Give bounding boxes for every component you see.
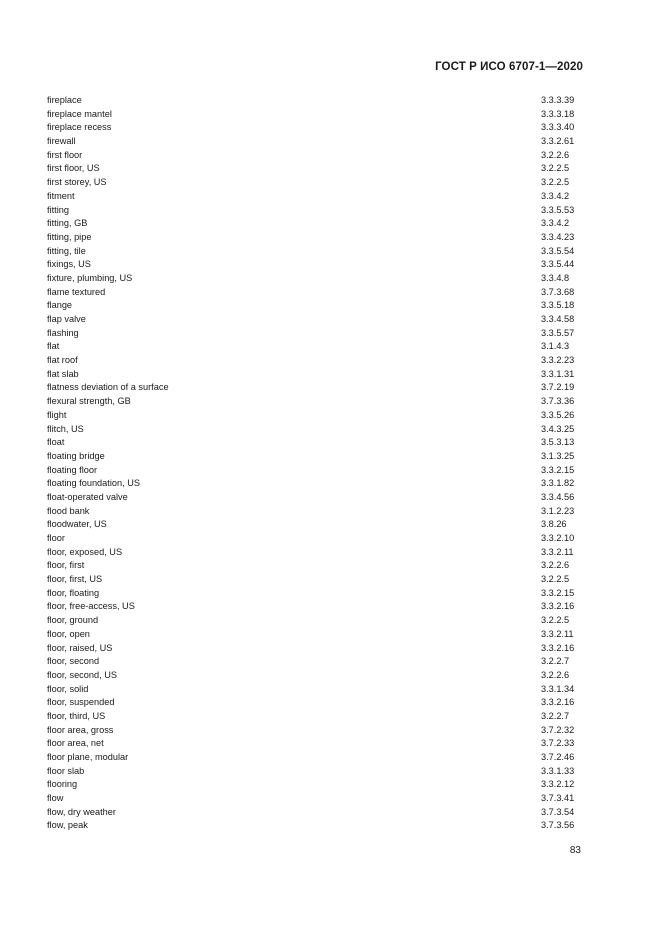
index-term: floor, second [47,656,100,667]
index-reference-number: 3.2.2.6 [541,560,570,571]
index-term: flow, dry weather [47,806,116,817]
index-term: flat roof [47,355,78,366]
index-entry [47,450,578,464]
index-entry [47,614,578,628]
index-reference-number: 3.3.2.11 [541,628,574,639]
index-reference-number: 3.3.5.54 [541,245,575,256]
index-reference-number: 3.2.2.7 [541,656,570,667]
index-term: floor, solid [47,683,89,694]
index-reference-number: 3.1.4.3 [541,341,570,352]
index-term: flitch, US [47,423,84,434]
index-term: fireplace recess [47,122,112,133]
index-term: first storey, US [47,177,107,188]
index-reference-number: 3.3.2.16 [541,642,575,653]
index-term: flight [47,409,67,420]
index-term: floor, raised, US [47,642,113,653]
index-entry [47,559,578,573]
index-term: floor area, gross [47,724,114,735]
index-term: fitting, pipe [47,231,92,242]
index-term: floor, first, US [47,574,103,585]
index-reference-number: 3.7.2.46 [541,752,575,762]
index-entry [47,628,578,642]
index-term: floor area, net [47,738,104,749]
index-term: flexural strength, GB [47,396,131,407]
index-reference-number: 3.3.1.33 [541,765,575,776]
index-entry [47,217,578,231]
index-reference-number: 3.4.3.25 [541,423,575,434]
index-term: floor, ground [47,615,99,626]
index-entry [47,327,578,341]
index-reference-number: 3.3.1.31 [541,368,575,379]
index-term: fixings, US [47,259,91,270]
index-term: floor, open [47,628,90,639]
index-reference-number: 3.2.2.6 [541,149,570,160]
index-reference-number: 3.3.3.18 [541,108,575,119]
index-entry [47,710,578,724]
index-entry [47,806,578,820]
index-reference-number: 3.7.3.41 [541,793,575,804]
index-term: floor, first [47,560,85,571]
index-reference-number: 3.5.3.13 [541,437,575,448]
index-entry [47,587,578,601]
index-term: flood bank [47,505,90,516]
index-entry [47,765,578,779]
index-entry [47,724,578,738]
index-term: flange [47,300,73,311]
index-reference-number: 3.1.2.23 [541,505,575,516]
index-entry [47,381,578,395]
index-term: flat slab [47,368,79,379]
index-term: floor, exposed, US [47,546,123,557]
index-entry [47,696,578,710]
index-term: flatness deviation of a surface [47,382,169,393]
index-reference-number: 3.2.2.5 [541,615,570,626]
index-reference-number: 3.1.3.25 [541,450,575,461]
index-reference-number: 3.7.2.32 [541,724,575,735]
index-term: floor, third, US [47,710,106,721]
index-reference-number: 3.3.1.34 [541,683,575,694]
index-entry [47,505,578,519]
index-entry [47,423,578,437]
index-term: firewall [47,136,76,147]
index-reference-number: 3.2.2.5 [541,574,570,585]
index-reference-number: 3.3.5.57 [541,327,575,338]
index-entry [47,204,578,218]
index-term: flat [47,341,60,352]
index-term: flow, peak [47,820,88,831]
index-entry [47,600,578,614]
index-entry [47,354,578,368]
index-term: floor, second, US [47,669,117,680]
index-entry [47,121,578,135]
index-entry [47,518,578,532]
index-reference-number: 3.7.3.56 [541,820,575,831]
index-reference-number: 3.3.2.23 [541,355,575,366]
index-reference-number: 3.3.4.2 [541,190,570,201]
page-number: 83 [569,845,581,856]
index-reference-number: 3.3.2.12 [541,779,575,790]
index-term: fireplace [47,95,82,105]
index-term: float-operated valve [47,491,128,502]
index-entry [47,778,578,792]
index-reference-number: 3.2.2.5 [541,163,570,174]
index-entry [47,409,578,423]
index-entry [47,669,578,683]
index-reference-number: 3.3.2.10 [541,533,575,543]
index-entry [47,299,578,313]
index-term: floating bridge [47,450,105,461]
index-term: flow [47,793,64,804]
index-term: floating foundation, US [47,478,140,489]
index-term: fitment [47,190,75,201]
index-term: fitting, tile [47,245,86,256]
index-entry [47,286,578,300]
index-reference-number: 3.3.2.11 [541,546,574,557]
index-reference-number: 3.7.3.68 [541,286,575,297]
index-term: floor, free-access, US [47,601,135,612]
index-entry [47,108,578,122]
index-entry [47,792,578,806]
index-term: floor, suspended [47,697,115,708]
index-reference-number: 3.7.3.54 [541,806,575,817]
index-entry [47,655,578,669]
index-term: flame textured [47,286,106,297]
index-reference-number: 3.3.3.40 [541,122,575,133]
index-term: fixture, plumbing, US [47,272,133,283]
index-term: fitting, GB [47,218,88,229]
index-entry [47,245,578,259]
index-term: floating floor [47,464,98,475]
index-entry [47,176,578,190]
index-entry [47,368,578,382]
index-entry [47,313,578,327]
index-reference-number: 3.3.1.82 [541,478,575,489]
index-term: floor slab [47,765,85,776]
index-reference-number: 3.3.5.18 [541,300,575,311]
index-entry [47,737,578,751]
index-term: fireplace mantel [47,108,112,119]
index-entry [47,94,578,108]
index-entry [47,573,578,587]
index-entry [47,231,578,245]
index-entry [47,477,578,491]
index-term: first floor [47,149,83,160]
index-reference-number: 3.3.2.15 [541,587,575,598]
index-reference-number: 3.3.5.53 [541,204,575,215]
index-reference-number: 3.7.2.19 [541,382,575,393]
index-reference-number: 3.3.5.26 [541,409,575,420]
index-entry [47,819,578,833]
index-term: fitting [47,204,69,215]
index-reference-number: 3.7.2.33 [541,738,575,749]
document-header-title: ГОСТ Р ИСО 6707-1—2020 [435,61,583,73]
index-entry [47,751,578,765]
index-term: flap valve [47,314,86,324]
index-entry [47,272,578,286]
index-term: first floor, US [47,163,100,174]
index-entry [47,258,578,272]
index-entry [47,532,578,546]
index-entry [47,395,578,409]
index-term: floor, floating [47,587,100,598]
index-term: floor plane, modular [47,752,129,762]
index-reference-number: 3.3.2.61 [541,136,575,147]
index-entry [47,546,578,560]
index-entry [47,149,578,163]
index-entry [47,491,578,505]
index-list [47,94,578,833]
index-entry [47,340,578,354]
index-reference-number: 3.8.26 [541,519,567,530]
index-reference-number: 3.3.2.16 [541,601,575,612]
index-entry [47,190,578,204]
index-reference-number: 3.3.5.44 [541,259,575,270]
index-term: float [47,437,65,448]
index-reference-number: 3.3.4.8 [541,272,570,283]
index-entry [47,162,578,176]
index-term: flashing [47,327,79,338]
index-reference-number: 3.2.2.5 [541,177,570,188]
index-reference-number: 3.3.4.56 [541,491,575,502]
index-reference-number: 3.7.3.36 [541,396,575,407]
index-reference-number: 3.2.2.6 [541,669,570,680]
index-entry [47,642,578,656]
index-reference-number: 3.3.2.15 [541,464,575,475]
index-reference-number: 3.3.4.58 [541,314,575,324]
index-reference-number: 3.3.3.39 [541,95,575,105]
index-term: floodwater, US [47,519,107,530]
index-term: flooring [47,779,78,790]
index-reference-number: 3.3.4.2 [541,218,570,229]
index-entry [47,135,578,149]
index-entry [47,683,578,697]
index-term: floor [47,533,65,543]
index-reference-number: 3.3.4.23 [541,231,575,242]
index-reference-number: 3.3.2.16 [541,697,575,708]
index-entry [47,464,578,478]
index-reference-number: 3.2.2.7 [541,710,570,721]
index-entry [47,436,578,450]
